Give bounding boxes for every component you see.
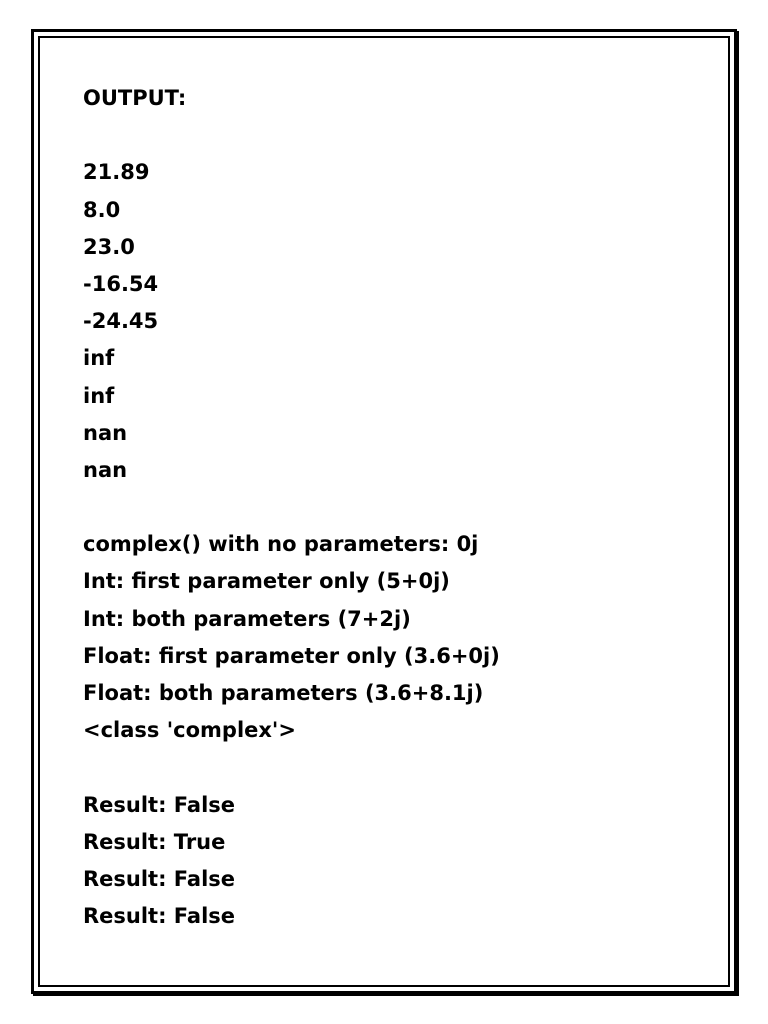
blank-line bbox=[83, 489, 500, 526]
bool-result-line: Result: False bbox=[83, 792, 236, 817]
float-result-line: 21.89 bbox=[83, 160, 150, 185]
complex-result-line: complex() with no parameters: 0j bbox=[83, 532, 479, 557]
complex-result-line: Int: first parameter only (5+0j) bbox=[83, 569, 450, 594]
blank-line bbox=[83, 117, 500, 154]
bool-result-line: Result: False bbox=[83, 866, 236, 891]
complex-result-line: Float: both parameters (3.6+8.1j) bbox=[83, 681, 484, 705]
float-result-line: inf bbox=[83, 383, 115, 408]
float-result-line: 23.0 bbox=[83, 234, 135, 259]
float-result-line: -24.45 bbox=[83, 309, 159, 334]
complex-result-line: Float: first parameter only (3.6+0j) bbox=[83, 643, 500, 668]
bool-result-line: Result: True bbox=[83, 829, 226, 854]
output-heading: OUTPUT: bbox=[83, 86, 187, 110]
complex-result-line: <class 'complex'> bbox=[83, 718, 296, 743]
float-result-line: nan bbox=[83, 420, 128, 445]
output-text-block bbox=[83, 80, 500, 935]
blank-line bbox=[83, 749, 500, 786]
complex-result-line: Int: both parameters (7+2j) bbox=[83, 606, 411, 631]
float-result-line: inf bbox=[83, 346, 115, 371]
float-result-line: -16.54 bbox=[83, 271, 159, 296]
float-result-line: nan bbox=[83, 457, 128, 482]
float-result-line: 8.0 bbox=[83, 197, 121, 222]
bool-result-line: Result: False bbox=[83, 904, 236, 929]
